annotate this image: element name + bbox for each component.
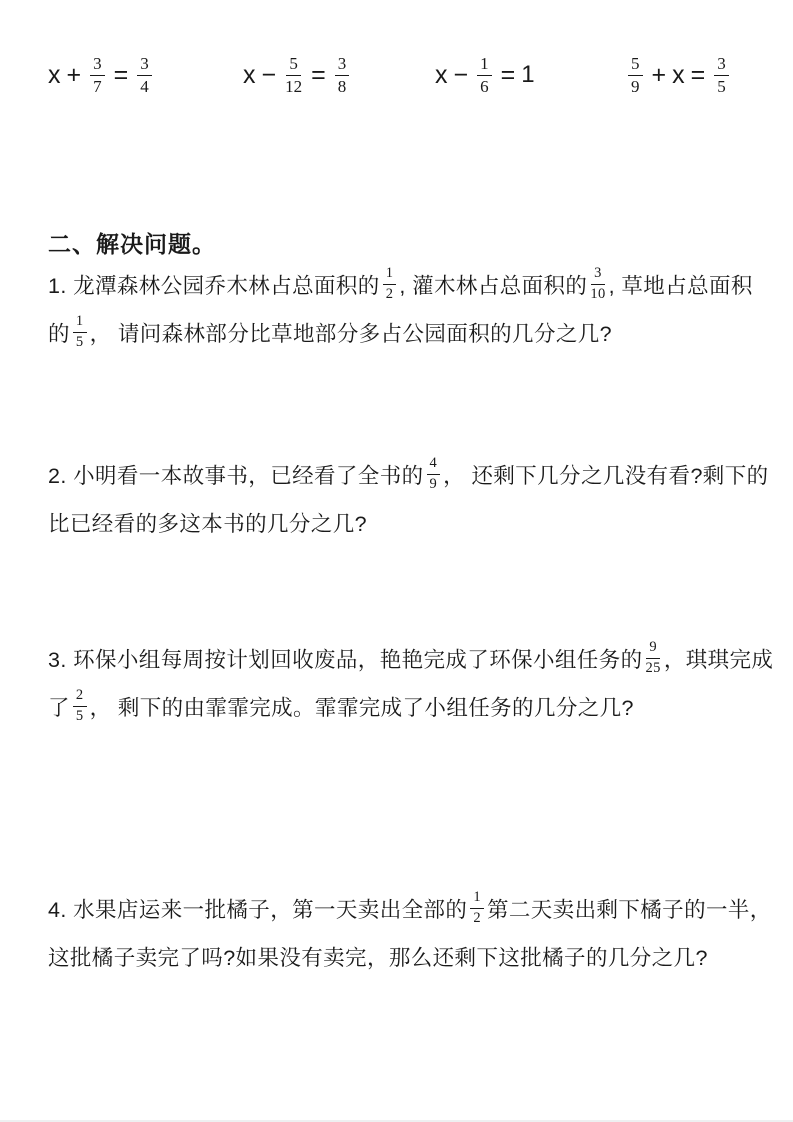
- fraction: [646, 640, 661, 675]
- text-run: 这批橘子卖完了吗?如果没有卖完，那么还剩下这批橘子的几分之几?: [48, 945, 708, 970]
- fraction: [470, 890, 484, 925]
- problem-line: [48, 260, 753, 308]
- number: 1: [521, 61, 535, 88]
- operator: −: [261, 60, 277, 89]
- text-run: 2. 小明看一本故事书，已经看了全书的: [48, 463, 424, 488]
- fraction-denominator: 6: [480, 76, 489, 96]
- variable: x: [672, 60, 685, 89]
- fraction: [137, 55, 152, 96]
- problem-line: [48, 682, 749, 730]
- operator: +: [651, 60, 667, 89]
- text-run: ，琪琪完成: [663, 647, 774, 672]
- problem-line: [48, 634, 774, 682]
- equation-2: [243, 46, 352, 104]
- fraction-denominator: 7: [93, 76, 102, 96]
- fraction-denominator: 5: [75, 707, 84, 724]
- variable: x: [243, 60, 256, 89]
- variable: x: [435, 60, 448, 89]
- problem-line: [48, 308, 749, 356]
- fraction-numerator: 3: [137, 55, 152, 76]
- fraction-denominator: 10: [590, 285, 606, 302]
- equations-row: [48, 46, 749, 104]
- text-run: 4. 水果店运来一批橘子，第一天卖出全部的: [48, 897, 468, 922]
- problem-line: [48, 884, 772, 932]
- text-run: , 草地占总面积: [608, 273, 753, 298]
- equation-4: [625, 46, 732, 104]
- fraction-numerator: 3: [90, 55, 105, 76]
- fraction-denominator: 2: [473, 909, 481, 926]
- fraction: [477, 55, 492, 96]
- fraction: [714, 55, 729, 96]
- operator: =: [311, 60, 326, 89]
- fraction: [90, 55, 105, 96]
- fraction: [285, 55, 302, 96]
- fraction-denominator: 4: [140, 76, 149, 96]
- fraction-numerator: 1: [383, 266, 397, 284]
- fraction-denominator: 5: [717, 76, 726, 96]
- fraction: [73, 688, 87, 723]
- fraction-denominator: 5: [75, 333, 84, 350]
- fraction: [73, 314, 87, 349]
- operator: =: [690, 60, 706, 89]
- equation-1: [48, 46, 155, 104]
- section-title: 二、解决问题。: [48, 231, 216, 257]
- fraction-numerator: 3: [335, 55, 350, 76]
- fraction-denominator: 9: [429, 475, 438, 492]
- text-run: 1. 龙潭森林公园乔木林占总面积的: [48, 273, 380, 298]
- text-run: ， 请问森林部分比草地部分多占公园面积的几分之几?: [89, 321, 612, 346]
- fraction-denominator: 2: [385, 285, 394, 302]
- problem-line: [48, 498, 749, 546]
- operator: −: [453, 60, 469, 89]
- operator: =: [500, 60, 516, 89]
- text-run: , 灌木林占总面积的: [399, 273, 588, 298]
- operator: =: [113, 60, 129, 89]
- fraction: [628, 55, 643, 96]
- fraction: [335, 55, 350, 96]
- fraction-numerator: 3: [591, 266, 605, 284]
- fraction-numerator: 5: [286, 55, 301, 76]
- problem-3: [48, 634, 774, 730]
- text-run: 的: [48, 321, 70, 346]
- fraction-numerator: 1: [477, 55, 492, 76]
- text-run: 3. 环保小组每周按计划回收废品，艳艳完成了环保小组任务的: [48, 647, 643, 672]
- text-run: ， 剩下的由霏霏完成。霏霏完成了小组任务的几分之几?: [89, 695, 634, 720]
- text-run: 第二天卖出剩下橘子的一半，: [486, 897, 772, 922]
- text-run: 比已经看的多这本书的几分之几?: [48, 511, 367, 536]
- problem-line: [48, 932, 749, 980]
- fraction: [590, 266, 605, 301]
- equation-3: [435, 46, 535, 104]
- problem-1: [48, 260, 753, 356]
- fraction-numerator: 1: [73, 314, 87, 332]
- fraction-numerator: 1: [470, 890, 484, 908]
- problem-2: [48, 450, 769, 546]
- fraction-numerator: 3: [714, 55, 729, 76]
- fraction-denominator: 12: [285, 76, 303, 96]
- text-run: 了: [48, 695, 70, 720]
- fraction-denominator: 9: [631, 76, 640, 96]
- fraction-denominator: 8: [337, 76, 347, 96]
- fraction: [383, 266, 397, 301]
- fraction-numerator: 9: [646, 640, 660, 658]
- text-run: ， 还剩下几分之几没有看?剩下的: [443, 463, 769, 488]
- problems-list: [48, 260, 774, 980]
- operator: +: [66, 60, 82, 89]
- fraction-denominator: 25: [645, 659, 661, 676]
- problem-4: [48, 884, 772, 980]
- variable: x: [48, 60, 61, 89]
- problem-line: [48, 450, 769, 498]
- fraction: [427, 456, 441, 491]
- fraction-numerator: 5: [628, 55, 643, 76]
- fraction-numerator: 2: [73, 688, 87, 706]
- fraction-numerator: 4: [427, 456, 441, 474]
